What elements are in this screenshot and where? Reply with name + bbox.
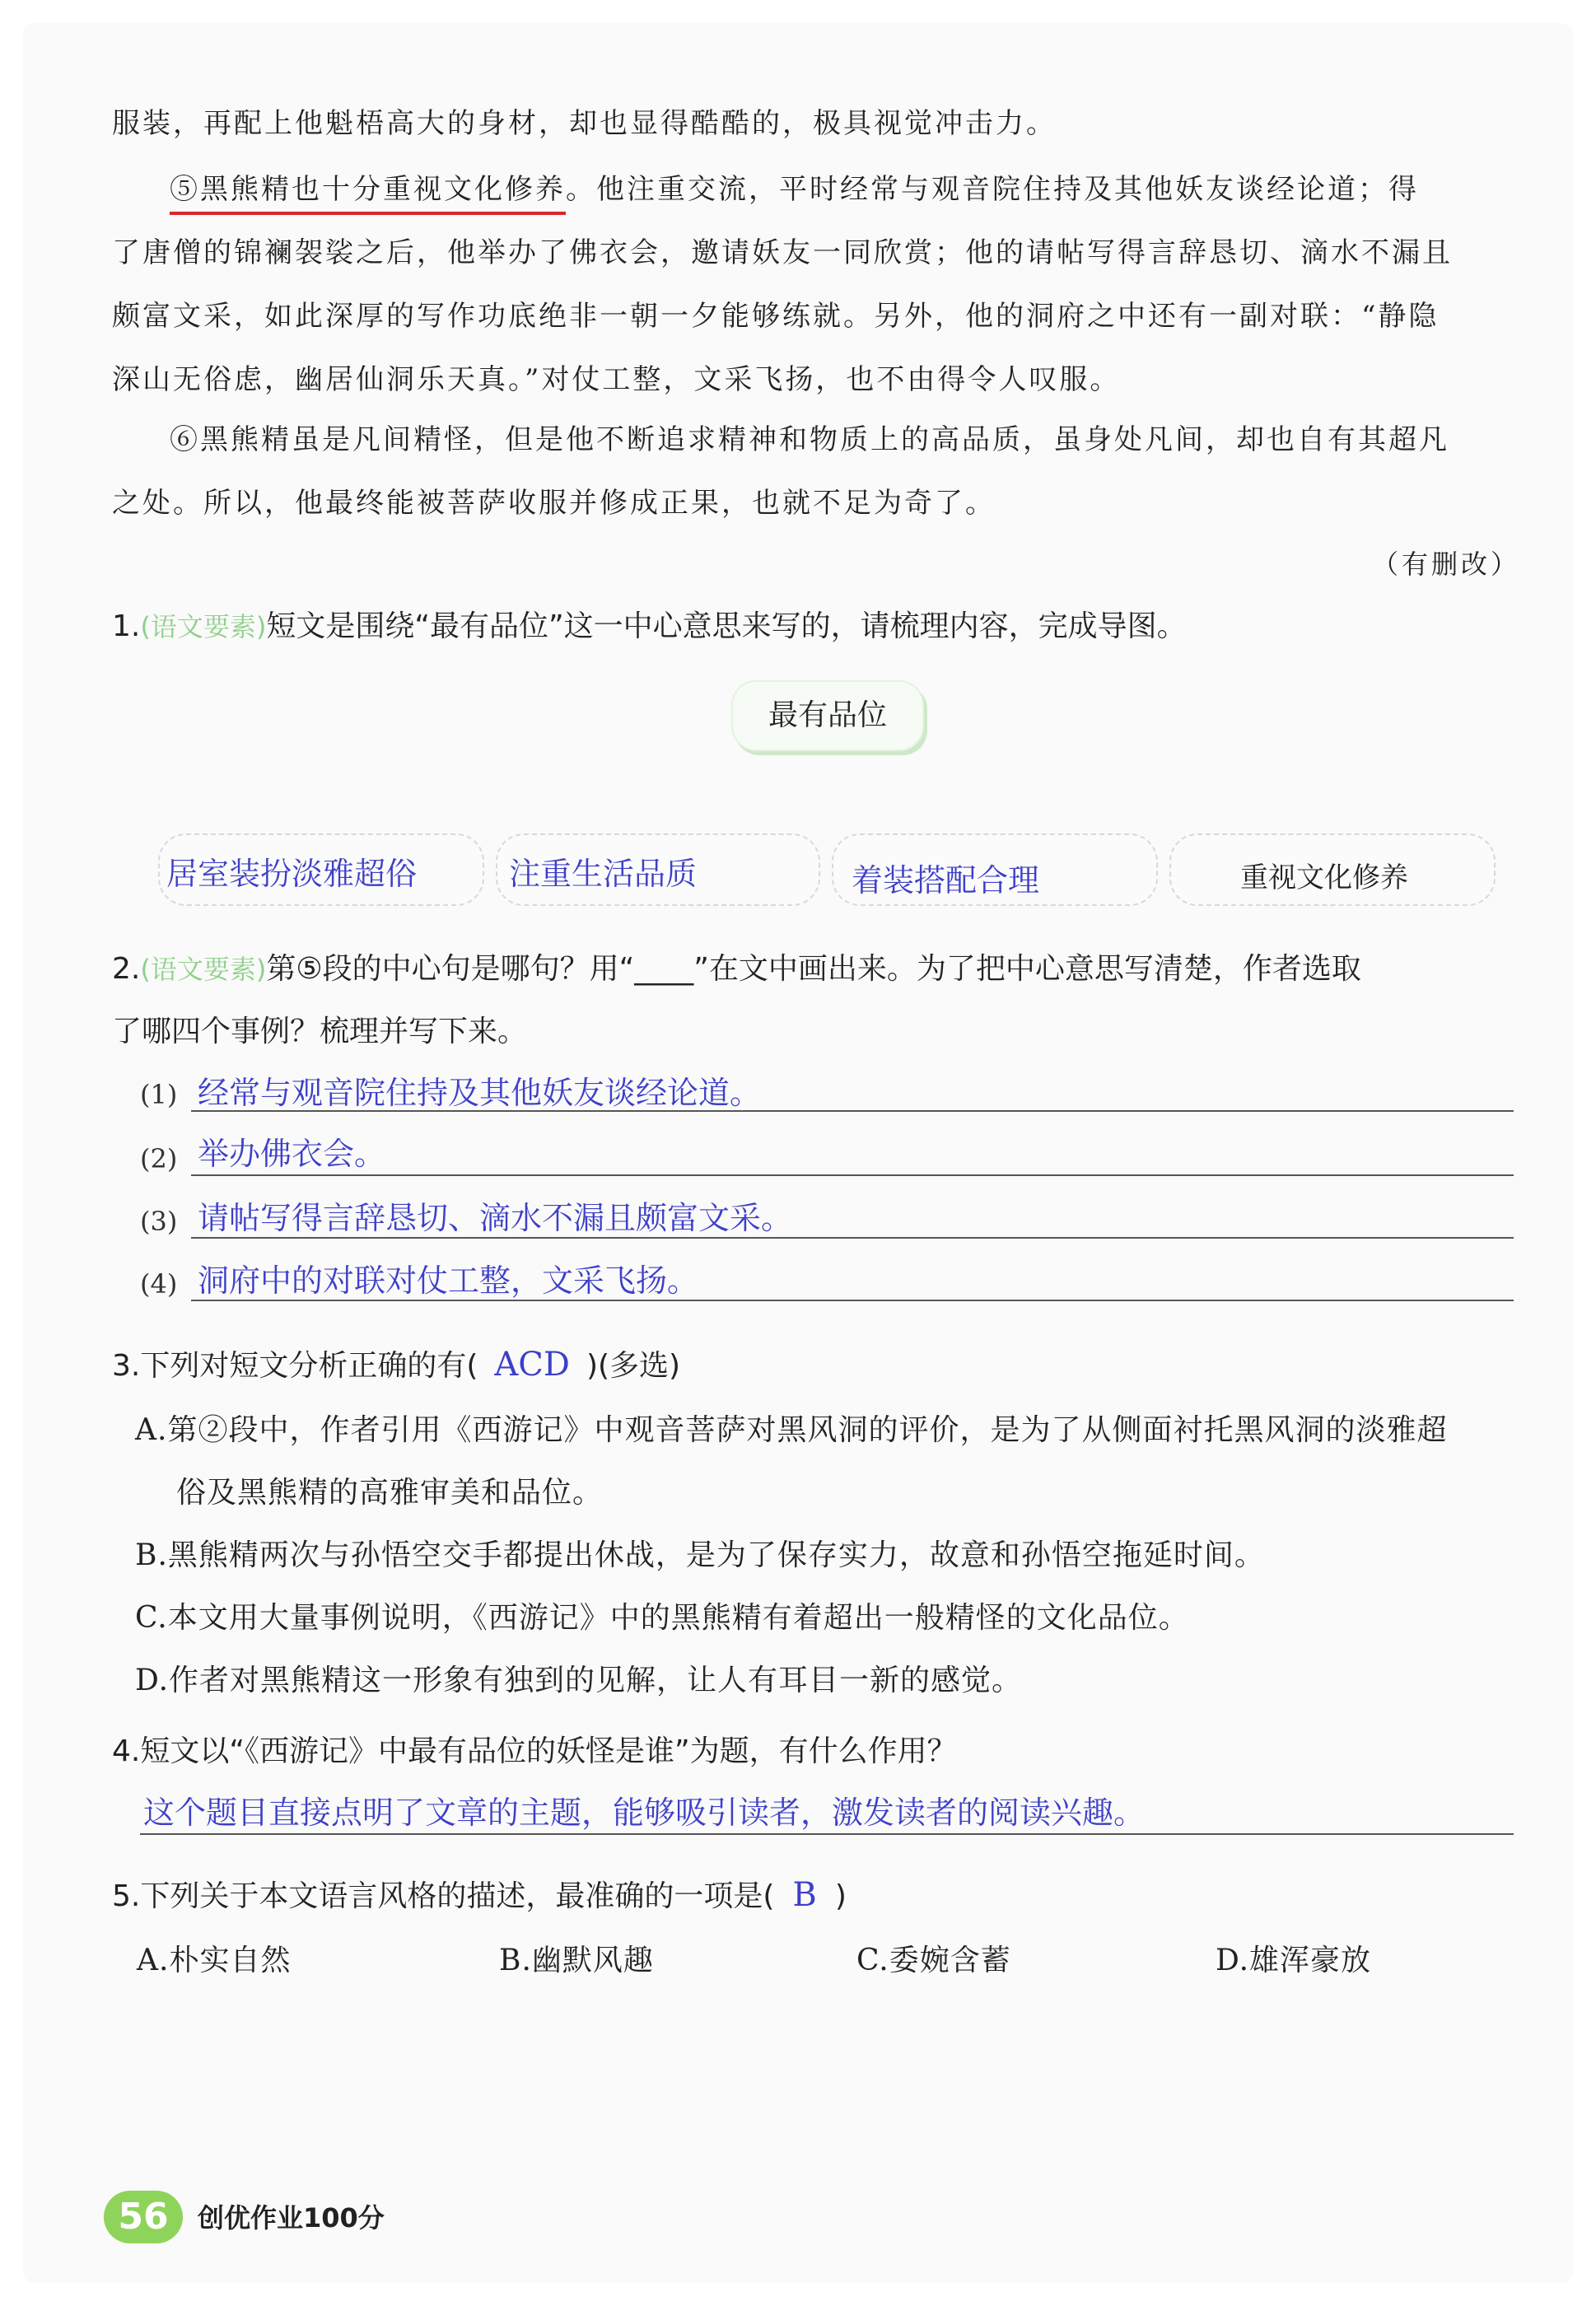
question-text: 5.下列关于本文语言风格的描述，最准确的一项是(: [112, 1879, 775, 1913]
answer-text: 洞府中的对联对仗工整，文采飞扬。: [198, 1263, 699, 1299]
question-tag: (语文要素): [140, 954, 267, 985]
blank-mark: ____: [634, 952, 694, 986]
passage-paragraph-4-end: [112, 92, 1512, 156]
passage-line: 了唐僧的锦襕袈裟之后，他举办了佛衣会，邀请妖友一同欣赏；他的请帖写得言辞恳切、滴水不漏且: [112, 236, 1453, 269]
book-title: 创优作业100分: [198, 2202, 385, 2234]
question-number: 2.: [112, 952, 141, 986]
answer-choice[interactable]: ACD: [494, 1346, 570, 1384]
passage-line: [112, 158, 1512, 222]
option-a-continued: 俗及黑熊精的高雅审美和品位。: [176, 1476, 604, 1510]
question-text: ): [834, 1879, 847, 1913]
answer-label: (4): [140, 1268, 178, 1300]
answer-line[interactable]: [191, 1300, 1514, 1301]
answer-label: (1): [140, 1079, 178, 1110]
question-text: )(多选): [586, 1349, 681, 1383]
option-a: A.朴实自然: [137, 1944, 292, 1977]
passage-line: 服装，再配上他魁梧高大的身材，却也显得酷酷的，极具视觉冲击力。: [112, 107, 1057, 140]
passage-line: 之处。所以，他最终能被菩萨收服并修成正果，也就不足为奇了。: [112, 487, 996, 520]
mindmap-answer: 居室装扮淡雅超俗: [166, 856, 418, 892]
answer-line[interactable]: [191, 1110, 1514, 1112]
answer-text: 举办佛衣会。: [198, 1136, 386, 1172]
answer-line[interactable]: [140, 1833, 1514, 1835]
option-d: D.作者对黑熊精这一形象有独到的见解，让人有耳目一新的感觉。: [135, 1664, 1023, 1697]
mindmap-answer: 着装搭配合理: [852, 862, 1040, 899]
topic-sentence-underlined: ⑤黑熊精也十分重视文化修养: [170, 173, 566, 206]
question-text: 3.下列对短文分析正确的有(: [112, 1349, 478, 1383]
question-tag: (语文要素): [140, 611, 267, 642]
answer-text: 经常与观音院住持及其他妖友谈经论道。: [198, 1075, 762, 1111]
mindmap-box-1[interactable]: [158, 833, 484, 906]
answer-choice[interactable]: B: [792, 1876, 817, 1914]
answer-line[interactable]: [191, 1174, 1514, 1176]
passage-line: ⑥黑熊精虽是凡间精怪，但是他不断追求精神和物质上的高品质，虽身处凡间，却也自有其超凡: [170, 423, 1449, 456]
passage-paragraph-6: [112, 408, 1512, 535]
answer-label: (3): [140, 1206, 178, 1237]
question-text: ”在文中画出来。为了把中心意思写清楚，作者选取: [693, 952, 1361, 986]
question-text: 第⑤段的中心句是哪句？用“: [266, 952, 635, 986]
question-1: [112, 606, 1528, 647]
question-3: [112, 1344, 1528, 1387]
passage-paragraph-5: [112, 158, 1512, 412]
mindmap-box-2[interactable]: [496, 833, 820, 906]
option-b: B.黑熊精两次与孙悟空交手都提出休战，是为了保存实力，故意和孙悟空拖延时间。: [135, 1538, 1265, 1572]
question-2: [112, 949, 1528, 990]
mindmap-center: 最有品位: [731, 680, 924, 751]
question-4: 4.短文以“《西游记》中最有品位的妖怪是谁”为题，有什么作用？: [112, 1734, 957, 1768]
option-b: B.幽默风趣: [499, 1944, 654, 1977]
question-2-continued: 了哪四个事例？梳理并写下来。: [112, 1015, 528, 1048]
passage-text: 。他注重交流，平时经常与观音院住持及其他妖友谈经论道；得: [566, 173, 1419, 206]
answer-line[interactable]: [191, 1237, 1514, 1239]
question-number: 1.: [112, 609, 141, 643]
option-a: A.第②段中，作者引用《西游记》中观音菩萨对黑风洞的评价，是为了从侧面衬托黑风洞的淡雅超: [135, 1413, 1448, 1447]
question-5: [112, 1874, 1528, 1917]
page-number-badge: 56: [104, 2191, 183, 2243]
mindmap-label: 重视文化修养: [1240, 861, 1408, 894]
answer-text: 这个题目直接点明了文章的主题，能够吸引读者，激发读者的阅读兴趣。: [143, 1795, 1146, 1831]
passage-line: 深山无俗虑，幽居仙洞乐天真。”对仗工整，文采飞扬，也不由得令人叹服。: [112, 363, 1121, 396]
answer-text: 请帖写得言辞恳切、滴水不漏且颇富文采。: [198, 1200, 793, 1236]
mindmap-box-4[interactable]: [1169, 833, 1496, 906]
mindmap-answer: 注重生活品质: [509, 856, 698, 892]
source-note: （有删改）: [1372, 548, 1521, 580]
option-d: D.雄浑豪放: [1216, 1944, 1372, 1977]
mindmap-box-3[interactable]: [832, 833, 1158, 906]
option-c: C.委婉含蓄: [856, 1944, 1011, 1977]
passage-line: 颇富文采，如此深厚的写作功底绝非一朝一夕能够练就。另外，他的洞府之中还有一副对联：“静隐: [112, 300, 1440, 333]
question-text: 短文是围绕“最有品位”这一中心意思来写的，请梳理内容，完成导图。: [266, 609, 1187, 643]
option-c: C.本文用大量事例说明，《西游记》中的黑熊精有着超出一般精怪的文化品位。: [135, 1601, 1189, 1635]
answer-label: (2): [140, 1143, 178, 1174]
